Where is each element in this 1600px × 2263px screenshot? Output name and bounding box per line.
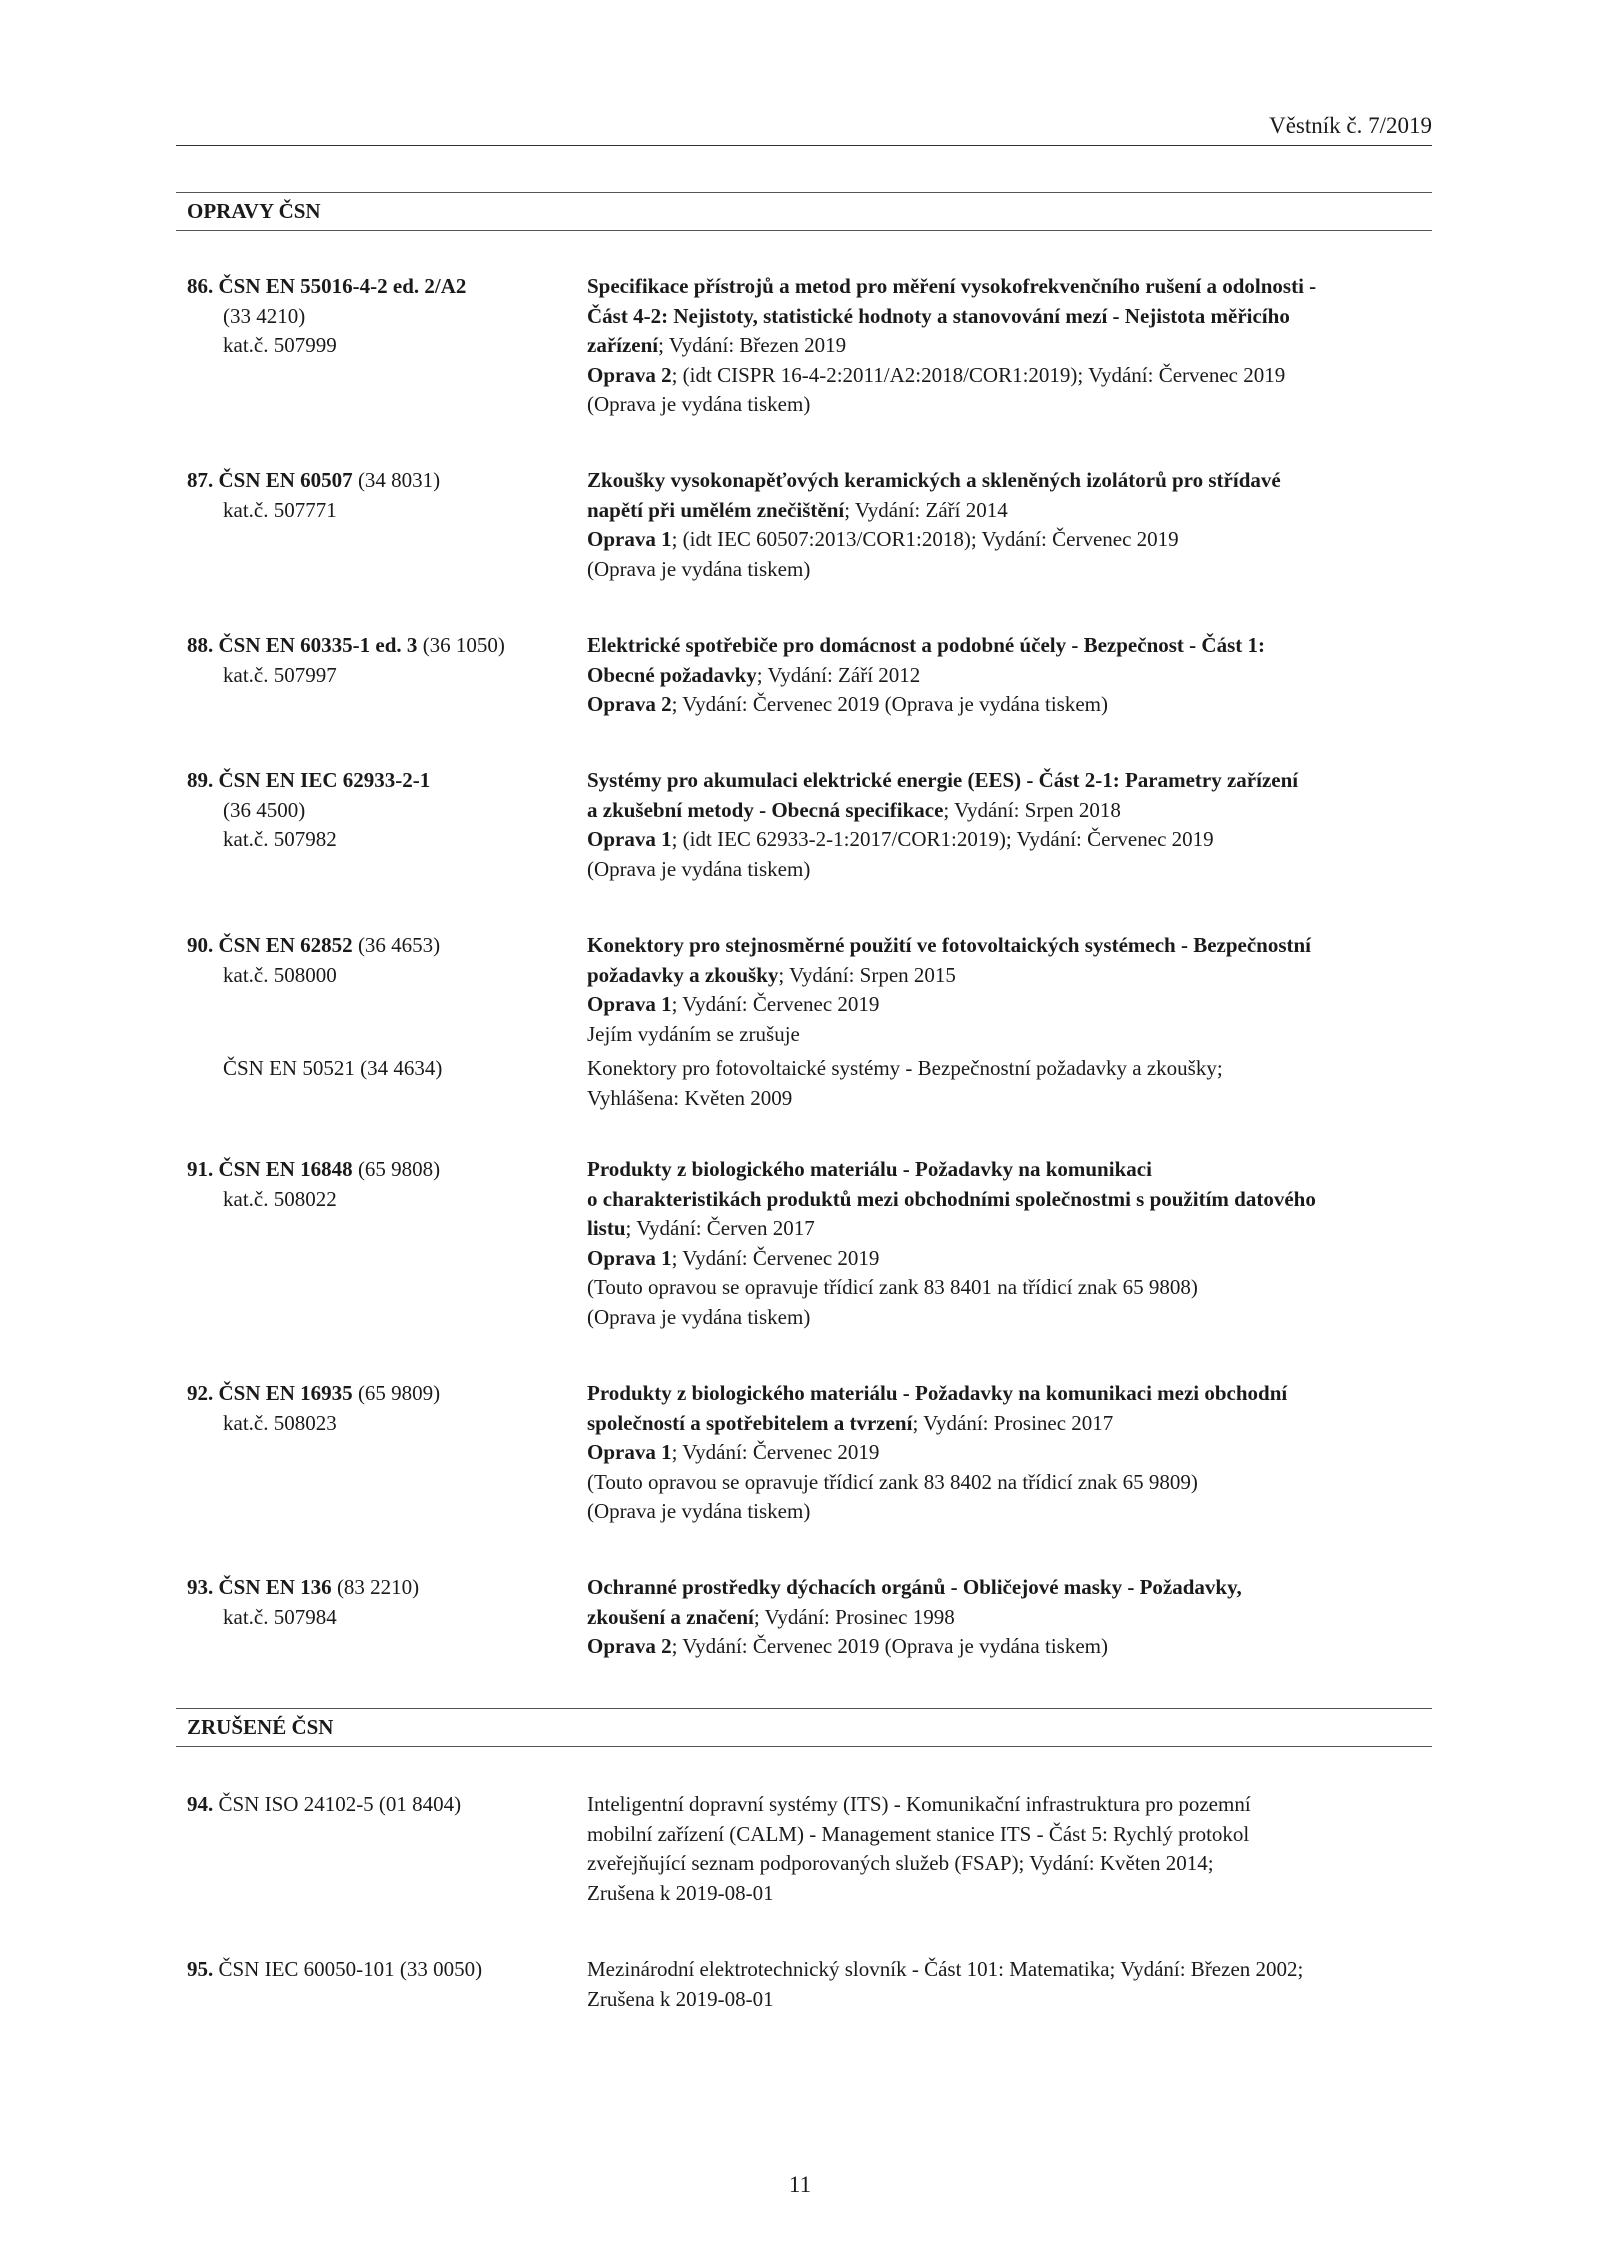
class-number: (36 4500) — [223, 797, 306, 822]
standard-code: ČSN IEC 60050-101 (33 0050) — [213, 1957, 483, 1981]
entry-number: 93. — [187, 1575, 214, 1599]
issue-date: ; Vydání: Červen 2017 — [625, 1216, 815, 1240]
entry-number: 88. — [187, 633, 214, 657]
correction-details: ; Vydání: Červenec 2019 — [671, 1245, 880, 1270]
entry-number: 95. — [187, 1957, 214, 1981]
correction-details: ; Vydání: Červenec 2019 — [671, 1440, 880, 1464]
standard-title: zveřejňující seznam podporovaných služeb (FSAP); Vydání: Květen 2014; — [587, 1851, 1214, 1875]
section-title-zrusene: ZRUŠENÉ ČSN — [187, 1715, 334, 1739]
section-rule-bottom — [176, 230, 1432, 231]
issue-date: ; Vydání: Prosinec 2017 — [912, 1410, 1114, 1435]
standard-title: společností a spotřebitelem a tvrzení — [587, 1410, 913, 1435]
print-note: (Oprava je vydána tiskem) — [587, 556, 811, 581]
standard-title: Specifikace přístrojů a metod pro měření vysokofrekvenčního rušení a odolnosti - — [587, 274, 1317, 298]
correction-label: Oprava 1 — [587, 1245, 672, 1270]
standard-code: ČSN EN IEC 62933-2-1 — [218, 768, 431, 792]
standard-title: zařízení — [587, 333, 659, 357]
standard-code: ČSN EN 60507 — [218, 468, 353, 492]
standard-title: požadavky a zkoušky — [587, 962, 779, 987]
standard-title: a zkušební metody - Obecná specifikace — [587, 797, 944, 822]
cancellation-date: Zrušena k 2019-08-01 — [587, 1880, 774, 1905]
print-note: (Oprava je vydána tiskem) — [587, 1304, 811, 1329]
entry-number: 90. — [187, 933, 214, 957]
catalog-number: kat.č. 507997 — [223, 662, 337, 687]
correction-label: Oprava 1 — [587, 992, 672, 1016]
standard-title: Systémy pro akumulaci elektrické energie (EES) - Část 2-1: Parametry zařízení — [587, 768, 1299, 792]
page-number: 11 — [788, 2172, 812, 2197]
standard-title: Elektrické spotřebiče pro domácnost a podobné účely - Bezpečnost - Část 1: — [587, 633, 1265, 657]
correction-details: ; Vydání: Červenec 2019 — [671, 992, 880, 1016]
correction-details: ; (idt CISPR 16-4-2:2011/A2:2018/COR1:2019); Vydání: Červenec 2019 — [671, 362, 1286, 387]
correction-label: Oprava 2 — [587, 362, 672, 387]
print-note: (Oprava je vydána tiskem) — [587, 856, 811, 881]
entry-number: 91. — [187, 1157, 214, 1181]
cancelled-standard-date: Vyhlášena: Květen 2009 — [587, 1085, 793, 1110]
standard-title: Mezinárodní elektrotechnický slovník - Část 101: Matematika; Vydání: Březen 2002; — [587, 1957, 1304, 1981]
class-number: (65 9808) — [352, 1157, 441, 1181]
issue-date: ; Vydání: Prosinec 1998 — [753, 1604, 955, 1629]
correction-note: (Touto opravou se opravuje třídicí zank 83 8401 na třídicí znak 65 9808) — [587, 1275, 1198, 1299]
standard-title: Produkty z biologického materiálu - Požadavky na komunikaci mezi obchodní — [587, 1381, 1288, 1405]
entry-number: 87. — [187, 468, 214, 492]
correction-label: Oprava 2 — [587, 692, 672, 716]
standard-title: Obecné požadavky — [587, 662, 757, 687]
entry-number: 86. — [187, 274, 214, 298]
catalog-number: kat.č. 508000 — [223, 962, 337, 987]
catalog-number: kat.č. 508023 — [223, 1410, 337, 1435]
issue-date: ; Vydání: Září 2014 — [844, 497, 1008, 522]
correction-label: Oprava 1 — [587, 1440, 672, 1464]
correction-details: ; (idt IEC 62933-2-1:2017/COR1:2019); Vydání: Červenec 2019 — [671, 827, 1214, 851]
correction-label: Oprava 2 — [587, 1634, 672, 1658]
catalog-number: kat.č. 508022 — [223, 1186, 337, 1211]
standard-code: ČSN EN 62852 — [218, 933, 353, 957]
correction-details: ; Vydání: Červenec 2019 (Oprava je vydána tiskem) — [671, 692, 1108, 716]
section-title-opravy: OPRAVY ČSN — [187, 199, 321, 223]
entry-number: 92. — [187, 1381, 214, 1405]
catalog-number: kat.č. 507984 — [223, 1604, 337, 1629]
standard-code: ČSN EN 16848 — [218, 1157, 353, 1181]
standard-code: ČSN EN 60335-1 ed. 3 — [218, 633, 418, 657]
class-number: (65 9809) — [352, 1381, 441, 1405]
standard-title: Inteligentní dopravní systémy (ITS) - Komunikační infrastruktura pro pozemní — [587, 1792, 1251, 1816]
standard-title: zkoušení a značení — [587, 1604, 754, 1629]
header-rule — [176, 145, 1432, 146]
issue-date: ; Vydání: Září 2012 — [756, 662, 921, 687]
standard-title: Část 4-2: Nejistoty, statistické hodnoty a stanovování mezí - Nejistota měřicího — [587, 303, 1290, 328]
issue-date: ; Vydání: Srpen 2015 — [778, 962, 956, 987]
correction-label: Oprava 1 — [587, 527, 672, 551]
standard-title: Zkoušky vysokonapěťových keramických a skleněných izolátorů pro střídavé — [587, 468, 1281, 492]
entry-number: 94. — [187, 1792, 214, 1816]
section-rule-top — [176, 1708, 1432, 1709]
page-header: Věstník č. 7/2019 — [1269, 113, 1432, 138]
cancellation-date: Zrušena k 2019-08-01 — [587, 1986, 774, 2011]
standard-title: listu — [587, 1216, 626, 1240]
catalog-number: kat.č. 507771 — [223, 497, 337, 522]
issue-date: ; Vydání: Srpen 2018 — [943, 797, 1121, 822]
cancellation-note: Jejím vydáním se zrušuje — [587, 1021, 800, 1046]
section-rule-top — [176, 192, 1432, 193]
correction-details: ; (idt IEC 60507:2013/COR1:2018); Vydání: Červenec 2019 — [671, 527, 1179, 551]
correction-details: ; Vydání: Červenec 2019 (Oprava je vydána tiskem) — [671, 1634, 1108, 1658]
class-number: (36 1050) — [417, 633, 505, 657]
cancelled-standard-code: ČSN EN 50521 (34 4634) — [223, 1056, 443, 1080]
section-rule-bottom — [176, 1746, 1432, 1747]
class-number: (34 8031) — [352, 468, 441, 492]
catalog-number: kat.č. 507982 — [223, 827, 337, 851]
standard-title: Produkty z biologického materiálu - Požadavky na komunikaci — [587, 1157, 1152, 1181]
standard-code: ČSN EN 55016-4-2 ed. 2/A2 — [218, 274, 467, 298]
correction-label: Oprava 1 — [587, 827, 672, 851]
class-number: (83 2210) — [331, 1575, 420, 1599]
issue-date: ; Vydání: Březen 2019 — [658, 333, 847, 357]
catalog-number: kat.č. 507999 — [223, 333, 337, 357]
standard-code: ČSN ISO 24102-5 (01 8404) — [213, 1792, 462, 1816]
correction-note: (Touto opravou se opravuje třídicí zank 83 8402 na třídicí znak 65 9809) — [587, 1469, 1198, 1494]
class-number: (33 4210) — [223, 303, 306, 328]
standard-title: mobilní zařízení (CALM) - Management stanice ITS - Část 5: Rychlý protokol — [587, 1821, 1250, 1846]
standard-code: ČSN EN 16935 — [218, 1381, 353, 1405]
cancelled-standard-title: Konektory pro fotovoltaické systémy - Bezpečnostní požadavky a zkoušky; — [587, 1056, 1223, 1080]
print-note: (Oprava je vydána tiskem) — [587, 392, 811, 416]
print-note: (Oprava je vydána tiskem) — [587, 1499, 811, 1523]
class-number: (36 4653) — [352, 933, 441, 957]
standard-title: Ochranné prostředky dýchacích orgánů - Obličejové masky - Požadavky, — [587, 1575, 1242, 1599]
standard-code: ČSN EN 136 — [218, 1575, 332, 1599]
entry-number: 89. — [187, 768, 214, 792]
standard-title: napětí při umělém znečištění — [587, 497, 845, 522]
standard-title: Konektory pro stejnosměrné použití ve fotovoltaických systémech - Bezpečnostní — [587, 933, 1312, 957]
standard-title: o charakteristikách produktů mezi obchodními společnostmi s použitím datového — [587, 1186, 1316, 1211]
